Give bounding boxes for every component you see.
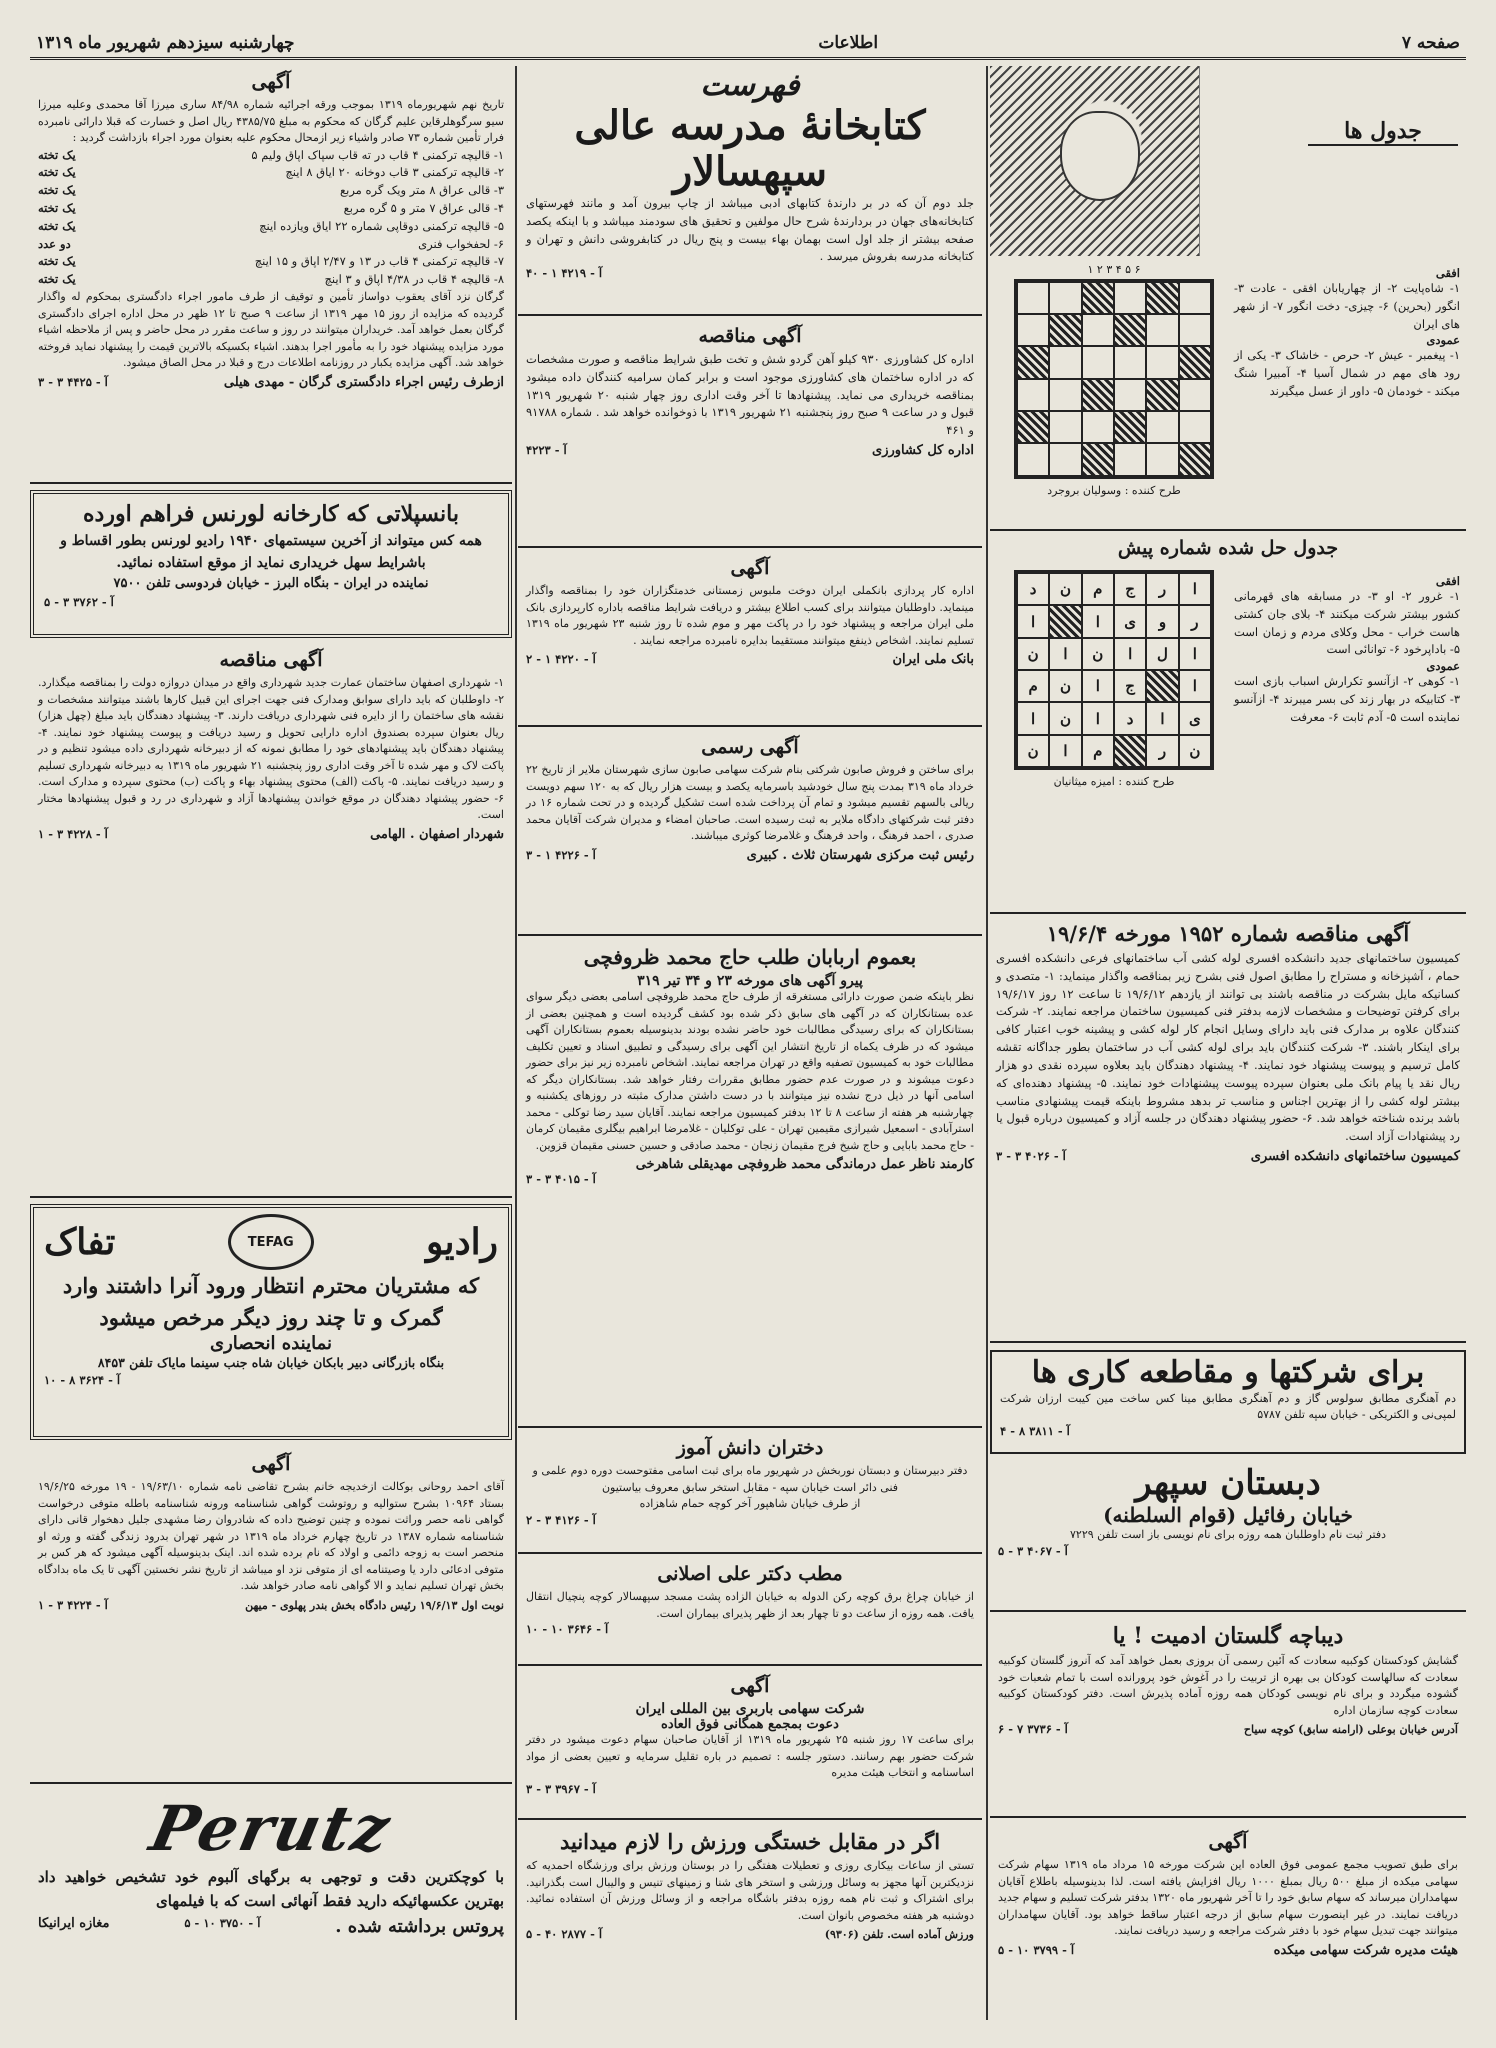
sport-code: آ - ۲۸۷۷ ۴۰ - ۵ (526, 1927, 603, 1941)
tender-1952-code: آ - ۴۰۲۶ ۳ - ۳ (996, 1148, 1066, 1163)
tender-1952-title: آگهی مناقصه شماره ۱۹۵۲ مورخه ۱۹/۶/۴ (1046, 921, 1410, 946)
gorgan-item (38, 218, 504, 236)
grid-blank-cell (1114, 735, 1146, 767)
gorgan-item-qty: دو عدد (38, 236, 71, 251)
zarvafchi-title: بعموم اربابان طلب حاج محمد ظروفچی (583, 945, 917, 969)
solved-credit: طرح کننده : امیزه میثانیان (1053, 775, 1175, 789)
grid-letter-cell: ا (1146, 702, 1178, 734)
sport-title: اگر در مقابل خستگی ورزش را لازم میدانید (559, 1829, 941, 1854)
clinic-ad (518, 1558, 982, 1666)
zarvafchi-ad (518, 940, 982, 1428)
grid-letter-cell: ا (1114, 638, 1146, 670)
radio-code: آ - ۳۶۲۴ ۸ - ۱۰ (44, 1372, 121, 1387)
mikadeh-ad (990, 1826, 1466, 2020)
gorgan-item-label: ۲- قالیچه ترکمنی ۳ قاب دوخانه ۲۰ ایاق ۸ اینچ (285, 165, 504, 180)
lawyer-code: آ - ۴۲۲۴ ۳ - ۱ (38, 1597, 108, 1612)
grid-letter-cell: ا (1179, 638, 1211, 670)
zarvafchi-signature: کارمند ناظر عمل درماندگی محمد ظروفچی مهدیقلی شاهرخی (635, 1157, 974, 1172)
solved-title: جدول حل شده شماره پیش (1117, 537, 1339, 559)
grid-letter-cell: ی (1114, 605, 1146, 637)
grid-letter-cell: ا (1017, 605, 1049, 637)
companies-body: دم آهنگری مطابق سولوس گاز و دم آهنگری مطابق مینا کس ساخت مین کیبت ارزان شرکت لمپی‌نی و الکتریکی - خیابان سپه تلفن ۵۷۸۷ (1000, 1391, 1456, 1421)
grid-letter-cell: م (1082, 735, 1114, 767)
clinic-code: آ - ۳۶۴۶ ۱۰ - ۱۰ (526, 1622, 609, 1636)
golestan-title: دیباچه گلستان ادمیت ! یا (1112, 1623, 1344, 1649)
solved-down-title: عمودی (1426, 659, 1460, 674)
paper-name: اطلاعات (818, 32, 879, 53)
grid-letter-cell: ج (1114, 573, 1146, 605)
library-code: آ - ۴۲۱۹ ۱ - ۴۰ (526, 266, 603, 281)
grid-letter-cell: ا (1082, 670, 1114, 702)
gorgan-item-qty: یک تخته (38, 200, 76, 215)
lawyer-ad (30, 1448, 512, 1784)
crossword-credit: طرح کننده : وسولیان بروجرد (1047, 483, 1181, 497)
isfahan-signature: شهردار اصفهان . الهامی (370, 826, 504, 842)
down-clues: ۱- پیغمبر - عیش ۲- حرص - خاشاک ۳- یکی از رود های مهم در شمال آسیا ۴- آمبیرا شنگ میکند - خودمان ۵- داور از عسل میگیرند (1234, 348, 1461, 399)
sepehr-address: خیابان رفائیل (قوام السلطنه) (1103, 1503, 1353, 1528)
tefag-logo: TEFAG (228, 1214, 314, 1270)
mikadeh-title: آگهی (1208, 1831, 1248, 1853)
grid-letter-cell: ا (1049, 638, 1081, 670)
girls-title: دختران دانش آموز (676, 1437, 824, 1459)
golestan-ad (990, 1618, 1466, 1818)
page-number: صفحه ۷ (1401, 32, 1460, 53)
agri-body: اداره کل کشاورزی ۹۳۰ کیلو آهن گردو شش و تخت طبق شرایط مناقصه و صورت مشخصات که در اداره ساختمان های کشاورزی موجود است و برابر کمان سرامیه کنندگان داده میشود بمناقصه خریداری می نماید. پیشنهادها تا آخر وقت اداری روز چهار شنبه ۲۰ شهریور ۱۳۱۹ قبول و در ساعت ۹ صبح روز پنجشنبه ۲۱ شهریور ۱۳۱۹ با ذوخوانده خواهد شد . شماره ۹۱۷۸۸ و ۴۶۱ (526, 352, 975, 438)
official-code: آ - ۴۲۲۶ ۱ - ۳ (526, 847, 596, 862)
mikadeh-body: برای طبق تصویب مجمع عمومی فوق العاده این شرکت مورخه ۱۵ مرداد ماه ۱۳۱۹ سهام شرکت سهامی میکده از مبلغ ۵۰۰ ریال بمبلغ ۱۰۰۰ ریال افزایش یافته است. لذا بدینوسیله باطلاع آقایان سهامداران میرساند که سهام سابق خود را تا آخر شهریور ماه ۱۳۲۰ بدفتر شرکت تسلیم و سهام جدید دریافت نمایند. در غیر اینصورت سهام سابق از درجه اعتبار ساقط خواهد بود. آقایان سهامداران میتوانند جهت تبدیل سهام خود با دفتر شرکت مراجعه و رسید دریافت نمایند. (998, 1858, 1458, 1937)
gorgan-item (38, 200, 504, 218)
radio-agent: نماینده انحصاری (210, 1333, 332, 1354)
grid-letter-cell: د (1114, 702, 1146, 734)
sport-footer (526, 1927, 974, 1944)
companies-code: آ - ۳۸۱۱ ۸ - ۴ (1000, 1423, 1070, 1438)
gorgan-item-label: ۱- قالیچه ترکمنی ۴ قاب در ته قاب سپاک اپاق ولیم ۵ (251, 147, 504, 162)
gorgan-signature: ازطرف رئیس اجراء دادگستری گرگان - مهدی هیلی (223, 374, 504, 390)
lawyer-footer-row (38, 1598, 504, 1615)
solved-across-title: افقی (1435, 574, 1460, 588)
library-kicker: فهرست (700, 68, 800, 103)
sport-phone: ورزش آماده است. تلفن (۹۳۰۶) (824, 1928, 974, 1941)
agri-title: آگهی مناقصه (698, 325, 802, 347)
gorgan-item-qty: یک تخته (38, 272, 76, 287)
grid-letter-cell: ل (1146, 638, 1178, 670)
gorgan-item-qty: یک تخته (38, 254, 76, 269)
lorenz-ad (30, 490, 512, 638)
library-ad (518, 66, 982, 316)
grid-letter-cell: ن (1017, 735, 1049, 767)
bank-signature: بانک ملی ایران (892, 652, 974, 667)
library-title: کتابخانهٔ مدرسه عالی سپهسالار (574, 102, 926, 195)
perutz-footer (38, 1916, 504, 1937)
radio-brand: تفاک (44, 1221, 116, 1263)
lorenz-body: همه کس میتواند از آخرین سیستمهای ۱۹۴۰ رادیو لورنس بطور اقساط و باشرایط سهل خریداری نماید از موقع استفاده نمائید. (60, 533, 482, 571)
radio-header (44, 1214, 498, 1270)
official-ad (518, 731, 982, 936)
official-title: آگهی رسمی (701, 736, 799, 758)
lorenz-code: آ - ۳۷۶۲ ۳ - ۵ (44, 594, 114, 609)
perutz-tail: پروتس برداشته شده . (335, 1916, 504, 1937)
sepehr-title: دبستان سپهر (1135, 1463, 1321, 1503)
sepehr-school-ad (990, 1462, 1466, 1612)
gorgan-item-label: ۸- قالیچه ۴ قاب در ۴/۳۸ اپاق و ۳ اینچ (324, 272, 504, 287)
gorgan-footer (38, 375, 504, 390)
zarvafchi-code: آ - ۴۰۱۵ ۳ - ۳ (526, 1172, 596, 1186)
sport-ad (518, 1824, 982, 2020)
gorgan-code: آ - ۴۴۲۵ ۳ - ۳ (38, 374, 108, 389)
tender-1952-signature: کمیسیون ساختمانهای دانشکده افسری (1250, 1148, 1460, 1164)
grid-letter-cell: ا (1017, 702, 1049, 734)
grid-letter-cell: ن (1049, 670, 1081, 702)
gorgan-item-label: ۶- لحفخواب فنری (418, 236, 504, 251)
grid-letter-cell: ی (1179, 702, 1211, 734)
official-signature: رئیس ثبت مرکزی شهرستان ثلاث . کبیری (746, 847, 974, 863)
grid-letter-cell: د (1017, 573, 1049, 605)
official-footer (526, 848, 974, 863)
gorgan-item-label: ۴- قالی عراق ۷ متر و ۵ گره مربع (343, 200, 504, 215)
grid-letter-cell: ا (1179, 573, 1211, 605)
gorgan-item (38, 182, 504, 200)
grid-letter-cell: ن (1179, 735, 1211, 767)
across-title: افقی (1435, 266, 1460, 280)
crossword-grid (1014, 279, 1214, 479)
crossword-clues (1234, 266, 1460, 401)
gorgan-item (38, 147, 504, 165)
gorgan-item-qty: یک تخته (38, 218, 76, 233)
mikadeh-footer (998, 1943, 1458, 1958)
golestan-code: آ - ۳۷۳۶ ۷ - ۶ (998, 1722, 1068, 1736)
down-title: عمودی (1426, 333, 1460, 348)
gorgan-item-qty: یک تخته (38, 147, 76, 162)
grid-letter-cell: و (1146, 605, 1178, 637)
bank-title: آگهی (730, 557, 770, 579)
agri-tender-ad (518, 320, 982, 548)
carpet-name: شرکت سهامی باربری بین المللی ایران (635, 1701, 865, 1717)
grid-blank-cell (1049, 605, 1081, 637)
grid-letter-cell: ا (1082, 605, 1114, 637)
perutz-agent: مغازه ایرانیکا (38, 1916, 110, 1931)
gorgan-item (38, 253, 504, 271)
gorgan-body: تاریخ نهم شهریورماه ۱۳۱۹ بموجب ورقه اجرائیه شماره ۸۴/۹۸ ساری میرزا آقا محمدی وعلیه میرزا سیو سرگوهلرقاین علیم گرگان که محکوم به مبلغ ۴۳۸۵/۷۵ ریال اصل و خسارت که قبلا دارائی نامبرده فرار تأمین شماره ۷۳ صادر واشیاء زیر ازمحال محکوم علیه بعنوان مورد اجراء بازداشت گردید : (38, 98, 505, 144)
sport-body: تستی از ساعات بیکاری روزی و تعطیلات هفتگی را در بوستان ورزش برای ورزشگاه احمدیه که نزدیکترین آنها مجهز به وسائل ورزشی و استخر های شنا و زمینهای تنیس و والیبال است بگذرانید. برای اشتراک و ثبت نام همه روزه بدفتر باشگاه مراجعه و از وسائل ورزش آن استفاده نمائید. دوشنبه هر هفته مخصوص بانوان است. (526, 1859, 974, 1922)
gorgan-item-label: ۵- قالیچه ترکمنی دوقاپی شماره ۲۲ ایاق ویازده اینچ (259, 218, 504, 233)
sepehr-code: آ - ۴۰۶۷ ۳ - ۵ (998, 1543, 1068, 1558)
isfahan-code: آ - ۴۲۲۸ ۳ - ۱ (38, 826, 108, 841)
bank-footer (526, 652, 974, 667)
carpet-subtitle: دعوت بمجمع همگانی فوق العاده (661, 1717, 839, 1732)
crossword-grid-wrap (1014, 262, 1214, 499)
perutz-code: آ - ۳۷۵۰ ۱۰ - ۵ (184, 1916, 261, 1930)
grid-letter-cell: م (1017, 670, 1049, 702)
carpet-title: آگهی (730, 1675, 770, 1697)
grid-numbers: ۶ ۵ ۴ ۳ ۲ ۱ (1087, 263, 1141, 276)
golestan-body: گشایش کودکستان کوکبیه سعادت که آئین رسمی آن بروزی بعمل خواهد آمد که آنروز گلستان کوکبیه سعادت که سالهاست کودکان بی بهره از تربیت را در آغوش خود پرورانده است با تمام شعبات خود گشوده میگردد و برای نام نویسی کودکان همه روزه آماده پذیرش است. دفتر کودکستان کوکبیه سعادت کوچه سازمان اداره (998, 1654, 1458, 1717)
crossword (990, 66, 1466, 531)
radio-title: رادیو (425, 1221, 498, 1263)
tender-1952-body: کمیسیون ساختمانهای جدید دانشکده افسری لوله کشی آب ساختمانهای فرعی دانشکده افسری حمام ، آشپزخانه و مستراح را مطابق اصول فنی بشرح زیر بمناقصه واگذار مینماید: ۱- متصدی و کسانیکه مایل بشرکت در مناقصه باشند بی توانند از یازدهم ۱۹/۶/۱۲ تا ساعت ۱۲ روز ۱۹/۶/۱۷ برای کرفتن توضیحات و مشخصات لازمه بدفتر فنی کمیسیون ساختمان مراجعه نمایند. ۲- شرکت کنندگان علاوه بر مدارک فنی باید دارای وسایل انجام کار لوله کشی و پیشینه خوب اعتبار کافی برای اینکار باشند. ۳- شرکت کنندگان باید برای لوله کشی آب در ساختمان بطور جداگانه تقشه کامل ترسیم و پیوست پیشنهاد خود نمایند. ۴- پیشنهاد دهندگان باید بعلاوه سپرده نقدی دو هزار ریال نقد یا پیام بانک ملی بعنوان سپرده پیوست پیشنهادات خود نمایند. ۵- پیشنهاد دهنده‌ای که بیشتر لوله کشی را از بهترین اجناس و مناسب تر بدهد مشروط باینکه قیمت پیشنهادی مناسب باشد برنده شناخته خواهد شد. ۶- حضور پیشنهاد دهندگان در جلسه آزاد و کمیسیون درباره قبول یا رد پیشنهادات آزاد است. (996, 951, 1460, 1144)
grid-letter-cell: ن (1049, 702, 1081, 734)
solved-crossword (990, 534, 1466, 914)
mikadeh-signature: هیئت مدیره شرکت سهامی میکده (1273, 1942, 1458, 1958)
library-body: جلد دوم آن که در بر دارندهٔ کتابهای ادبی میباشد از چاپ بیرون آمد و مانند فهرستهای کتابخانه‌های جهان در بردارندهٔ شرح حال مولفین و تحقیق های سودمند میباشد و با اینکه یکصد صفحه بیشتر از جلد اول است بهمان بهاء بیست و پنج ریال در کتابفروشی دانش و تهران و کتابخانه مدرسه بفروش میرسد . (526, 196, 974, 264)
grid-blank-cell (1146, 670, 1178, 702)
lawyer-footer: نوبت اول ۱۹/۶/۱۳ رئیس دادگاه بخش بندر پهلوی - میهن (245, 1598, 504, 1612)
sepehr-body: دفتر ثبت نام داوطلبان همه روزه برای نام نویسی باز است تلفن ۷۲۲۹ (1070, 1528, 1386, 1542)
carpet-code: آ - ۳۹۶۷ ۳ - ۳ (526, 1781, 596, 1796)
grid-letter-cell: ن (1082, 638, 1114, 670)
middle-column (518, 66, 982, 2020)
gorgan-ad (30, 66, 512, 484)
gorgan-item (38, 236, 504, 254)
across-clues: ۱- شاه‌پایت ۲- از چهاریابان افقی - عادت ۳- انگور (بحرین) ۶- چیزی- دخت انگور ۷- از شهر های ایران (1234, 281, 1461, 331)
golestan-address: آدرس خیابان بوعلی (ارامنه سابق) کوچه سیاح (1243, 1723, 1458, 1736)
grid-letter-cell: ن (1017, 638, 1049, 670)
lawyer-title: آگهی (251, 1453, 291, 1475)
grid-letter-cell: ر (1146, 573, 1178, 605)
gorgan-item (38, 271, 504, 289)
isfahan-body: ۱- شهرداری اصفهان ساختمان عمارت جدید شهرداری واقع در میدان دروازه دولت را بمناقصه میگذارد. ۲- داوطلبان که باید دارای سوابق ومدارک فنی جهت اجرای این قبیل کارها باشند میتوانند مشخصات و نقشه های ساختمان را از دایره فنی شهرداری دریافت دارند. ۳- پیشنهاد دهندگان باید مبلغ (چهل هزار) ریال بعنوان سپرده بصندوق اداره دارایی تحویل و رسید دریافت و پیوست پیشنهاد خود نمایند. ۴- پیشنهاد دهندگان باید پیشنهادهای خود را مطابق نمونه که از دبیرخانه شهرداری داده میشود تنظیم و در پاکت لاک و مهر شده تا آخر وقت اداری روز پنجشنبه ۲۱ شهریور ماه ۱۳۱۹ به دبیرخانه شهرداری تسلیم و رسید دریافت نمایند. ۵- پاکت (الف) محتوی پیشنهاد بهاء و پاکت (ب) محتوی سپرده و مدارک است. ۶- حضور پیشنهاد دهندگان در موقع خواندن پیشنهادها آزاد و شهرداری در رد و قبول پیشنهادها مختار است. (38, 676, 505, 821)
gorgan-item (38, 164, 504, 182)
gorgan-item-label: ۳- قالی عراق ۸ متر ویک گره مربع (340, 183, 504, 198)
issue-date: چهارشنبه سیزدهم شهریور ماه ۱۳۱۹ (36, 32, 295, 53)
bank-melli-ad (518, 552, 982, 727)
solved-grid-wrap (1014, 570, 1214, 791)
isfahan-title: آگهی مناقصه (219, 649, 323, 671)
radio-address: بنگاه بازرگانی دبیر بابکان خیابان شاه جنب سینما مایاک تلفن ۸۴۵۳ (97, 1355, 445, 1370)
official-body: برای ساختن و فروش صابون شرکتی بنام شرکت سهامی صابون سازی شهرستان ملایر از تاریخ ۲۲ خرداد ماه ۳۱۹ بمدت پنج سال خودشید باسرمایه یکصد و بیست هزار ریال که به ۱۲۰ سهم دویست ریالی بالسهم تقسیم میشود و تمام آن پرداخت شده است تشکیل گردیده و در تحت شماره ۱۶ در دفتر ثبت شرکتهای دادگاه ملایر به ثبت رسیده است. صاحبان امضاء و مدیران شرکت آقایان محمد صدری ، احمد فرهنگ ، واحد فرهنگ و غلامرضا کوثری میباشند. (526, 763, 974, 842)
zarvafchi-subtitle: پیرو آگهی های مورخه ۲۳ و ۳۴ تیر ۳۱۹ (637, 973, 863, 989)
solved-clues (1234, 574, 1460, 727)
zarvafchi-footer (526, 1157, 974, 1172)
mikadeh-code: آ - ۳۷۹۹ ۱۰ - ۵ (998, 1942, 1075, 1957)
carpet-co-ad (518, 1670, 982, 1820)
left-column (30, 66, 512, 2020)
solved-grid (1014, 570, 1214, 770)
perutz-logo: Perutz (144, 1792, 398, 1865)
solved-down: ۱- کوهی ۲- ازآنسو تکرارش اسباب بازی است ۳- کتابیکه در بهار زند کی بسر میبرند ۴- ازآنسو نماینده است ۵- آدم ثابت ۶- معرفت (1234, 674, 1460, 724)
agri-footer (526, 443, 974, 458)
grid-letter-cell: م (1082, 573, 1114, 605)
agri-code: آ - ۴۲۲۳ (526, 443, 567, 458)
bank-body: اداره کار پردازی بانکملی ایران دوخت ملبوس زمستانی خدمتگزاران خود را بمناقصه واگذار مینماید. داوطلبان میتوانند برای کسب اطلاع بیشتر و دریافت شرایط مناقصه باداره کارپردازی بانک ملی ایران مراجعه و پیشنهاد خود را در پاکت مهر و موم شده تا روز شنبه ۲۳ شهریور ماه ۱۳۱۹ تسلیم نمایند. اشخاص ذینفع میتوانند مستقیما بدایره نامبرده مراجعه نمایند . (526, 584, 974, 647)
grid-letter-cell: ج (1114, 670, 1146, 702)
crossword-illustration (990, 66, 1200, 256)
isfahan-footer (38, 827, 504, 842)
gorgan-items (38, 147, 504, 290)
radio-body: که مشتریان محترم انتظار ورود آنرا داشتند وارد گمرک و تا چند روز دیگر مرخص میشود (62, 1273, 480, 1330)
clinic-body: از خیابان چراغ برق کوچه رکن الدوله به خیابان الزاده پشت مسجد سپهسالار کوچه پنچیال انتقال یافت. همه روزه از ساعت دو تا چهار بعد از ظهر پذیرای بیماران است. (526, 1590, 974, 1620)
grid-letter-cell: ن (1049, 573, 1081, 605)
gorgan-item-qty: یک تخته (38, 183, 76, 198)
carpet-body: برای ساعت ۱۷ روز شنبه ۲۵ شهریور ماه ۱۳۱۹ از آقایان صاحبان سهام دعوت میشود در دفتر شرکت حضور بهم رسانند. دستور جلسه : تصمیم در باره تقلیل سرمایه و تعیین بعضی از مواد اساسنامه و انتخاب هیئت مدیره (526, 1733, 974, 1779)
gorgan-item-qty: یک تخته (38, 165, 76, 180)
right-column (990, 66, 1466, 2020)
zarvafchi-body: نظر باینکه ضمن صورت دارائی مستغرقه از طرف حاج محمد ظروفچی اسامی بعضی دیگر سوای عده بستانکاران که در آگهی های سابق ذکر شده بود کشف گردیده است و همچنین بعضی از بستانکاران که برای رسیدگی مطالبات خود حاضر نشده بودند بدینوسیله بعموم بستانکاران آگهی میشود که در ظرف یکماه از تاریخ انتشار این آگهی برای رسیدگی و تطبیق اسناد و تعیین تکلیف مطالبات خود به کمیسیون تصفیه واقع در تهران مراجعه نمایند. اشخاص نامبرده زیر نیز برای حضور دعوت میشوند و در صورت عدم حضور مطابق مقررات رفتار خواهد شد. بستانکاران دیگر که اسامی آنها در ذیل درج نشده نیز میتوانند با در دست داشتن مدارک مثبته در روزهای یکشنبه و چهارشنبه هر هفته از ساعت ۸ تا ۱۲ بدفتر کمیسیون مراجعه نمایند. آقایان سید رضا توکلی - محمد استرآبادی - اسمعیل شیرازی مقیمین تهران - علی توکلیان - غلامرضا ابراهیم بیگلری مقیمان کرمان - حاج محمد بابایی و حاج شیخ فرج مقیمان زنجان - محمد صادقی و حسین حسنی مقیمان قزوین. (526, 990, 974, 1152)
perutz-body: با کوچکترین دقت و توجهی به برگهای آلبوم خود تشخیص خواهید داد بهترین عکسهائیکه دارید فقط آنهائی است که با فیلمهای (38, 1868, 504, 1910)
gorgan-title: آگهی (251, 71, 291, 93)
perutz-ad (30, 1790, 512, 2020)
grid-letter-cell: ر (1179, 605, 1211, 637)
gorgan-item-label: ۷- قالیچه ترکمنی ۴ قاب در ۱۳ و ۲/۴۷ اپاق و ۱۵ اینچ (254, 254, 504, 269)
grid-letter-cell: ا (1179, 670, 1211, 702)
clinic-title: مطب دکتر علی اصلانی (657, 1563, 843, 1585)
grid-letter-cell: ر (1146, 735, 1178, 767)
column-rule (515, 66, 517, 2020)
girls-address: از طرف خیابان شاهپور آخر کوچه حمام شاهزاده (639, 1497, 861, 1510)
girls-school-ad (518, 1432, 982, 1554)
companies-ad (990, 1350, 1466, 1454)
solved-across: ۱- غرور ۲- او ۳- در مسابقه های قهرمانی کشور بیشتر شرکت میکنند ۴- بلای جان کشتی هاست خراب - محل وکلای مردم و زمان است ۵- باداپرخود ۶- توانائی است (1234, 589, 1461, 657)
grid-letter-cell: ا (1049, 735, 1081, 767)
agri-signature: اداره کل کشاورزی (872, 443, 974, 459)
lorenz-agent: نماینده در ایران - بنگاه البرز - خیابان فردوسی تلفن ۷۵۰۰ (113, 576, 429, 592)
bank-code: آ - ۴۲۲۰ ۱ - ۲ (526, 652, 596, 666)
isfahan-ad (30, 644, 512, 1198)
companies-title: برای شرکتها و مقاطعه کاری ها (1031, 1355, 1425, 1390)
girls-code: آ - ۴۱۲۶ ۳ - ۲ (526, 1512, 596, 1527)
grid-letter-cell: ا (1082, 702, 1114, 734)
tender-1952-signature-row (996, 1149, 1460, 1164)
lawyer-body: آقای احمد روحانی بوکالت ازخدیجه خانم بشرح تقاضی نامه شماره ۱۹/۶۳/۱۰ - ۱۹ مورخه ۱۹/۶/۲۵ بستاد ۱۰۹۶۴ بشرح ستوالیه و روتوشت گواهی شناسنامه ورونه شناسنامه باطله متوفی درخواست گواهی نامه حصر وراثت نموده و چنین توضیح داده که شادروان رضا مشهدی جلیل دهخوار قانی دارای شناسنامه شماره ۱۳۸۷ در تاریخ چهارم خرداد ماه ۱۳۱۹ در شهر تهران بدرود زندگی گفته و ورثه او منحصر است به زوجه دائمی و اولاد که نام برده شده اند. اینک بدینوسیله آگهی میشود که هر کس بر متوفی ادعائی دارد یا وصیتنامه ای از متوفی نزد او میباشد از تاریخ نشر نخستین آگهی تا یک ماه بدادگاه بخش تهران تسلیم نماید و الا گواهی نامه صادر خواهد شد. (38, 1480, 505, 1592)
lorenz-title: بانسپلاتی که کارخانه لورنس فراهم اورده (83, 501, 459, 527)
crossword-title: جدول ها (1308, 118, 1458, 146)
girls-body: دفتر دبیرستان و دبستان نوربخش در شهریور ماه برای ثبت اسامی مفتوحست دوره دوم علمی و فنی دائر است خیابان سپه - مقابل استخر سابق معروف بیاستیون (532, 1464, 968, 1494)
radio-ad (30, 1204, 512, 1440)
gorgan-body2: گرگان نزد آقای یعقوب دواساز تأمین و توقیف از طرف مامور اجراء دادگستری بمحکوم له واگذار گردیده که مزایده از روز ۱۵ مهر ۱۳۱۹ از ساعت ۹ صبح تا ۱۲ ظهر در محل اداره اجرای دادگستری گرگان بعمل خواهد آمد. خریداران میتوانند در روز و ساعت مقرر در محل حاضر و پس از ملاحظه اشیاء مورد مزایده پیشنهاد خود را به مأمور اجرا بدهند. اشیاء بکسیکه بالاترین قیمت را پیشنهاد نماید فروخته خواهد شد. آگهی مزایده یکبار در روزنامه اطلاعات درج و قبلا در محل الصاق میشود. (38, 290, 505, 369)
tender-1952-ad (990, 918, 1466, 1343)
golestan-footer (998, 1722, 1458, 1739)
masthead (30, 28, 1466, 60)
column-rule (986, 66, 988, 2020)
